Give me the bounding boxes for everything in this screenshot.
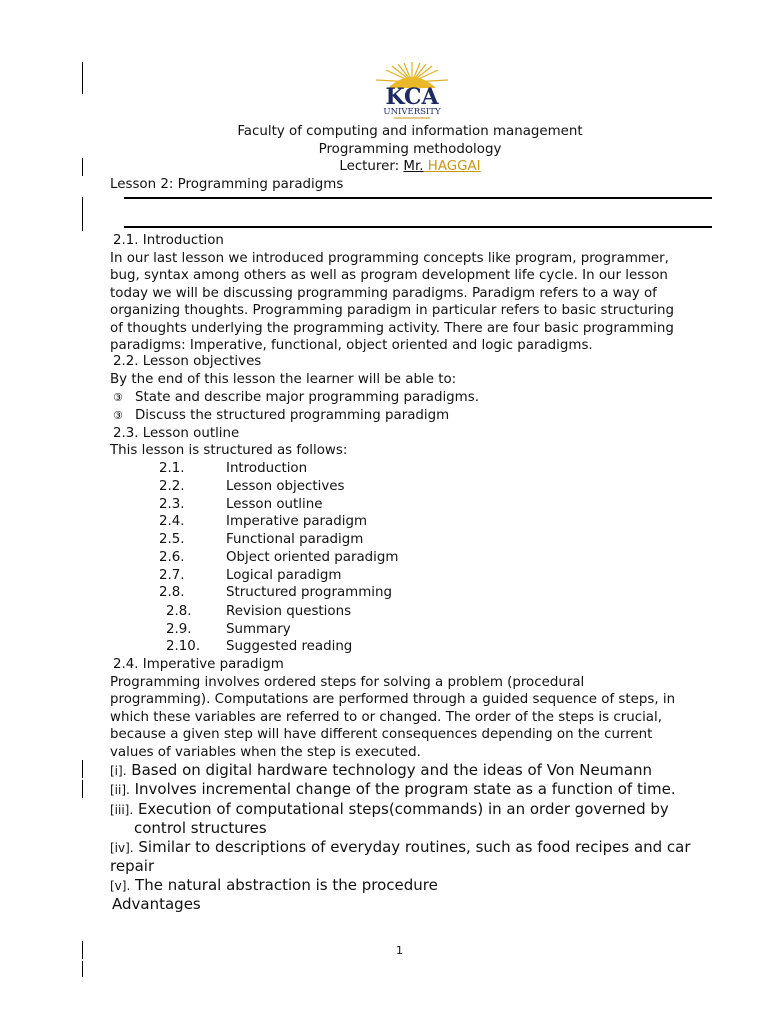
change-bar — [82, 941, 83, 959]
lecturer-label: Lecturer: — [339, 159, 404, 174]
course-title: Programming methodology — [318, 142, 502, 157]
change-bar — [82, 780, 83, 798]
imperative-paragraph: Programming involves ordered steps for solving a problem (procedural programming). Computations are performed through a guided sequence of steps, in which these variables are referred to or changed. The order of the steps is crucial, because a given step will have different consequences depending on the current values of variables when the step is executed. — [110, 675, 676, 760]
objectives-intro: By the end of this lesson the learner will be able to: — [110, 372, 457, 387]
change-bar — [82, 62, 83, 94]
list-item: 2.9. Summary — [166, 622, 291, 637]
page-number: 1 — [396, 944, 403, 957]
list-item: 2.1. Introduction — [159, 461, 308, 476]
svg-text:UNIVERSITY: UNIVERSITY — [383, 107, 441, 117]
lecturer-line — [110, 158, 710, 175]
lecturer-name: HAGGAI — [423, 159, 481, 174]
list-item: 2.8. Revision questions — [166, 604, 352, 619]
section-heading-imperative: 2.4. Imperative paradigm — [113, 657, 284, 672]
lecturer-prefix: Mr. — [403, 159, 424, 174]
lesson-title: Lesson 2: Programming paradigms — [110, 177, 344, 192]
horizontal-rule — [124, 226, 712, 228]
kca-university-logo — [368, 60, 456, 124]
change-bar — [82, 760, 83, 778]
section-heading-outline: 2.3. Lesson outline — [113, 426, 240, 441]
list-item: [iv]. Similar to descriptions of everyday routines, such as food recipes and car — [110, 838, 691, 856]
list-item: [i]. Based on digital hardware technology and the ideas of Von Neumann — [110, 761, 653, 779]
list-item-continuation: control structures — [134, 819, 267, 837]
list-item: ③ Discuss the structured programming paradigm — [113, 408, 450, 423]
list-item: 2.10. Suggested reading — [166, 639, 353, 654]
outline-intro: This lesson is structured as follows: — [110, 443, 348, 458]
list-item: 2.3. Lesson outline — [159, 497, 323, 512]
svg-text:KCA: KCA — [385, 84, 439, 110]
list-item-continuation: repair — [110, 857, 155, 875]
list-item: 2.5. Functional paradigm — [159, 532, 364, 547]
list-item: 2.7. Logical paradigm — [159, 568, 342, 583]
section-heading-objectives: 2.2. Lesson objectives — [113, 354, 262, 369]
list-item: ③ State and describe major programming paradigms. — [113, 390, 479, 405]
section-heading-introduction: 2.1. Introduction — [113, 233, 224, 248]
change-bar — [82, 197, 83, 231]
list-item: [ii]. Involves incremental change of the program state as a function of time. — [110, 780, 676, 798]
list-item: 2.4. Imperative paradigm — [159, 514, 368, 529]
faculty-title: Faculty of computing and information management — [237, 124, 583, 139]
change-bar — [82, 961, 83, 977]
list-item: [iii]. Execution of computational steps(commands) in an order governed by — [110, 800, 669, 818]
bullet-icon: ③ — [113, 409, 123, 422]
list-item: 2.6. Object oriented paradigm — [159, 550, 399, 565]
list-item: [v]. The natural abstraction is the procedure — [110, 876, 438, 894]
bullet-icon: ③ — [113, 391, 123, 404]
list-item: 2.2. Lesson objectives — [159, 479, 345, 494]
change-bar — [82, 158, 83, 176]
introduction-paragraph: In our last lesson we introduced programming concepts like program, programmer, bug, syntax among others as well as program development life cycle. In our lesson today we will be discussing programming paradigms. Paradigm refers to a way of organizing thoughts. Programming paradigm in particular refers to basic structuring of thoughts underlying the programming activity. There are four basic programming paradigms: Imperative, functional, object oriented and logic paradigms. — [110, 251, 675, 354]
list-item: 2.8. Structured programming — [159, 585, 392, 600]
advantages-heading: Advantages — [112, 895, 201, 913]
horizontal-rule — [124, 197, 712, 199]
